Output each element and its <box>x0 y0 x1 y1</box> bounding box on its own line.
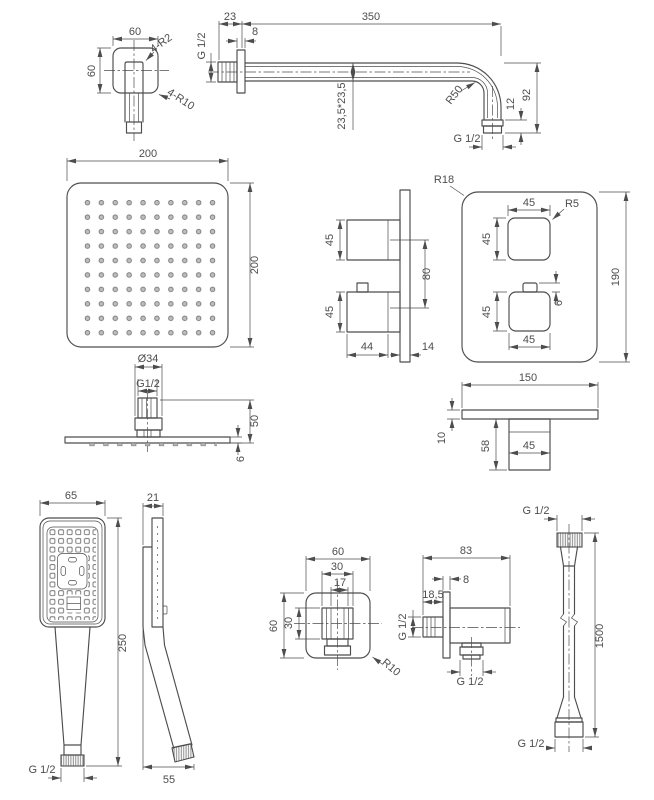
dim-arm-drop-height: 92 <box>521 88 533 102</box>
elbow-nipple-thread-lines <box>427 617 435 637</box>
elbow-side-body <box>450 608 510 643</box>
valve-top-plate <box>462 410 598 419</box>
dim-arm-nut-height: 12 <box>505 97 517 111</box>
label-flange-corner-inner: 4-R2 <box>148 31 175 56</box>
dim-elbow-plate-thickness: 8 <box>462 574 470 586</box>
shower-head-top-drawing <box>67 148 261 347</box>
dim-elbow-height: 60 <box>268 619 280 633</box>
dim-arm-wall-offset: 23 <box>223 11 237 23</box>
valve-knob-bottom-side <box>347 292 400 332</box>
hand-shower-side-drawing <box>143 492 194 786</box>
dim-head-depth: 200 <box>249 255 261 275</box>
dim-valve-knob1-width: 45 <box>522 197 536 209</box>
dim-valve-plate-thickness: 14 <box>421 341 435 353</box>
dim-valve-top-width: 150 <box>518 372 538 384</box>
dim-arm-cross-section: 23,5*23,5 <box>336 82 348 130</box>
flange-dimensions <box>86 26 196 113</box>
valve-plate-side <box>400 190 410 362</box>
valve-knob1-front <box>508 218 550 260</box>
dim-valve-button-height: 6 <box>553 299 565 307</box>
elbow-side-flange <box>443 592 450 658</box>
shower-head-side-drawing <box>65 353 261 462</box>
head-thread-lines <box>142 398 151 418</box>
valve-knob-button-side <box>357 283 368 292</box>
dim-head-plate-thickness: 6 <box>235 455 247 463</box>
label-elbow-corner-radius: R10 <box>379 656 403 679</box>
dim-hand-width: 65 <box>64 490 78 502</box>
wall-flange-drawing <box>86 26 196 141</box>
dim-flange-width: 60 <box>128 26 142 38</box>
hand-inlet-fitting <box>64 745 81 755</box>
mixer-valve-front-drawing <box>434 174 630 362</box>
dim-valve-spacing: 80 <box>421 267 433 281</box>
dim-valve-top-depth: 58 <box>480 439 492 453</box>
hand-side-handle <box>143 627 192 749</box>
mixer-valve-top-drawing <box>436 372 598 470</box>
head-nozzle-grid <box>81 196 220 341</box>
dim-arm-length: 350 <box>361 11 381 23</box>
dim-arm-thread-wall: G 1/2 <box>196 32 208 60</box>
hand-jet-top <box>69 558 77 563</box>
shower-arm-drawing <box>196 11 541 150</box>
dim-elbow-depth: 83 <box>459 545 473 557</box>
dim-valve-top-plate: 10 <box>436 431 448 445</box>
wall-elbow-front-drawing <box>268 546 403 679</box>
dim-head-width: 200 <box>138 148 158 160</box>
dim-elbow-thread-width: 17 <box>333 577 347 589</box>
label-arm-bend-radius: R50 <box>443 83 466 107</box>
dim-arm-thread-outlet: G 1/2 <box>453 133 481 145</box>
elbow-side-nipple <box>423 617 443 637</box>
dim-hose-thread-top: G 1/2 <box>522 505 550 517</box>
mixer-valve-side-drawing <box>324 190 434 362</box>
valve-knob2-button <box>523 283 537 292</box>
dim-valve-top-knob-width: 45 <box>522 440 536 452</box>
dim-hand-reach: 55 <box>162 774 176 786</box>
dim-elbow-offset: 18,5 <box>422 589 444 601</box>
hand-jet-bottom <box>69 581 77 586</box>
hand-side-faceplate <box>143 547 152 627</box>
dim-hand-thickness: 21 <box>146 492 160 504</box>
dim-arm-plate-thickness: 8 <box>251 26 259 38</box>
hose-top-nut <box>557 533 582 547</box>
dim-elbow-boss-height: 30 <box>283 616 295 630</box>
elbow-side-dimensions <box>397 545 510 688</box>
label-valve-knob-corner: R5 <box>564 198 580 210</box>
dim-elbow-thread-wall: G 1/2 <box>397 613 409 641</box>
hand-jet-right <box>80 567 85 576</box>
valve-knob2-front <box>509 292 550 331</box>
dim-valve-plate-height: 190 <box>610 267 622 287</box>
label-valve-plate-corner: R18 <box>433 174 455 186</box>
valve-top-dimensions <box>436 372 598 470</box>
arm-wall-plate <box>237 50 245 93</box>
dim-head-hub-diameter: Ø34 <box>137 353 159 365</box>
dim-head-height: 50 <box>249 414 261 428</box>
dim-elbow-boss-width: 30 <box>330 561 344 573</box>
hand-center-plate <box>58 554 88 590</box>
dim-hose-thread-bottom: G 1/2 <box>517 738 545 750</box>
dim-valve-knob-depth: 44 <box>360 341 374 353</box>
dim-valve-knob2-width: 45 <box>522 334 536 346</box>
label-flange-corner-outer: 4-R10 <box>164 86 197 113</box>
elbow-front-dimensions <box>268 546 403 679</box>
hand-nozzle-grid <box>49 529 96 620</box>
dim-valve-knob-bottom: 45 <box>324 305 336 319</box>
dim-flange-height: 60 <box>86 64 98 78</box>
hand-handle <box>55 627 90 745</box>
hand-shower-front-drawing <box>29 490 129 782</box>
elbow-plate-front <box>306 593 370 658</box>
dim-hand-length: 250 <box>117 633 129 653</box>
dim-valve-knob1-height: 45 <box>481 232 493 246</box>
head-nozzles-side <box>85 443 217 446</box>
head-hub-collar <box>135 418 162 430</box>
hand-inlet-nut <box>61 755 84 766</box>
dim-valve-knob-top: 45 <box>324 233 336 247</box>
dim-valve-knob2-height: 45 <box>481 305 493 319</box>
dim-elbow-thread-outlet: G 1/2 <box>456 676 484 688</box>
dim-hand-thread: G 1/2 <box>28 764 56 776</box>
dim-head-thread: G1/2 <box>136 378 160 390</box>
shower-hose-drawing <box>518 505 606 752</box>
dim-elbow-width: 60 <box>331 546 345 558</box>
hand-side-clip <box>163 606 167 614</box>
valve-side-dimensions <box>324 220 434 358</box>
wall-elbow-side-drawing <box>397 545 520 688</box>
hand-side-dimensions <box>143 492 194 786</box>
hand-jet-left <box>61 567 66 576</box>
dim-hose-length: 1500 <box>594 623 606 649</box>
head-hub-hex <box>137 430 160 437</box>
